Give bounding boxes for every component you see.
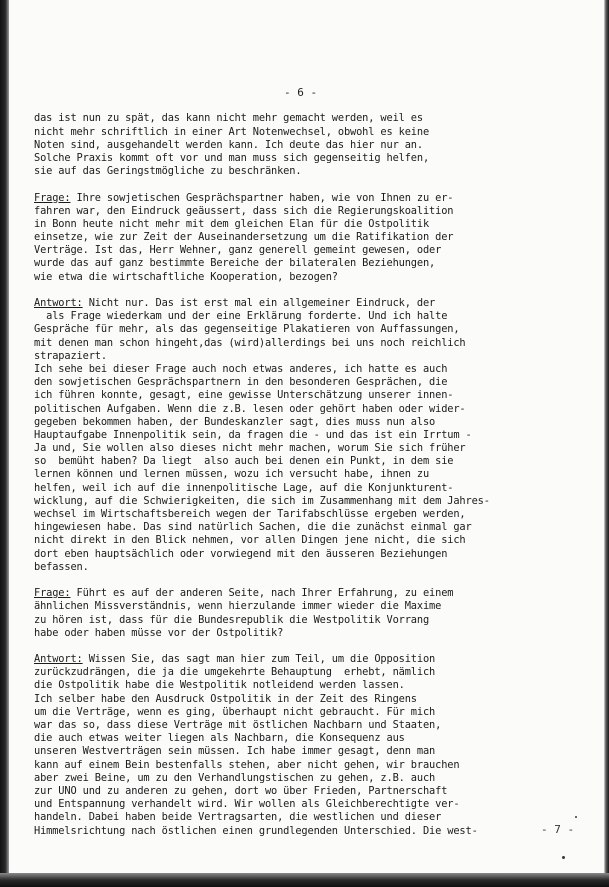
text-line: unseren Westverträgen sein müssen. Ich habe immer gesagt, denn man <box>34 745 436 758</box>
paragraph-first-line: Wissen Sie, das sagt man hier zum Teil, um die Opposition <box>82 653 436 666</box>
paragraph-gap <box>34 178 574 191</box>
paragraph-first-line: Führt es auf der anderen Seite, nach Ihrer Erfahrung, zu einem <box>70 587 454 600</box>
speaker-line <box>34 192 574 205</box>
text-line: mit denen man schon hingeht,das (wird)allerdings bei uns noch reichlich <box>34 336 466 349</box>
speaker-line <box>34 653 574 666</box>
document-body <box>34 86 574 838</box>
speaker-label: Antwort: <box>34 297 83 309</box>
text-line: um die Verträge, wenn es ging, überhaupt nicht gebraucht. Für mich <box>34 705 436 718</box>
paragraph-first-line: Nicht nur. Das ist erst mal ein allgemeiner Eindruck, der <box>82 297 436 309</box>
scan-edge-left <box>0 0 9 887</box>
text-line: gegeben bekommen haben, der Bundeskanzler sagt, dies muss nun also <box>34 415 436 428</box>
text-line: Ich selber habe den Ausdruck Ostpolitik in der Zeit des Ringens <box>34 692 417 705</box>
paragraph-gap <box>34 574 574 587</box>
text-line: war das so, dass diese Verträge mit östlichen Nachbarn und Staaten, <box>34 719 442 731</box>
text-line: und Entspannung verhandelt wird. Wir wollen als Gleichberechtigte ver- <box>34 798 460 811</box>
text-line: einsetze, wie zur Zeit der Auseinandersetzung um die Ratifikation der <box>34 231 454 244</box>
text-line: zur UNO und zu anderen zu gehen, dort wo über Frieden, Partnerschaft <box>34 784 448 797</box>
text-line: Himmelsrichtung nach östlichen einen grundlegenden Unterschied. Die west- <box>34 824 478 837</box>
text-line: politischen Aufgaben. Wenn die z.B. lesen oder gehört haben oder wider- <box>34 402 466 415</box>
text-line: Gespräche für mehr, als das gegenseitige Plakatieren von Auffassungen, <box>34 323 460 336</box>
text-line: wurde das auf ganz bestimmte Bereiche der bilateralen Beziehungen, <box>34 257 436 270</box>
text-line: Ich sehe bei dieser Frage auch noch etwas anderes, ich hatte es auch <box>34 362 448 375</box>
next-page-reference: - 7 - <box>541 823 575 836</box>
page-number: - 6 - <box>284 86 318 99</box>
text-line: ich führen konnte, gesagt, eine gewisse Unterschätzung unserer innen- <box>34 389 454 402</box>
paragraph-gap <box>34 640 574 653</box>
speaker-line <box>34 297 574 310</box>
speaker-label: Antwort: <box>34 653 83 666</box>
text-line: wicklung, auf die Schwierigkeiten, die sich im Zusammenhang mit dem Jahres- <box>34 494 490 507</box>
text-line: Ja und, Sie wollen also dieses nicht mehr machen, worum Sie sich früher <box>34 442 466 455</box>
text-line: dort eben hauptsächlich oder vorwiegend mit den äusseren Beziehungen <box>34 547 448 560</box>
text-line: als Frage wiederkam und der eine Erklärung forderte. Und ich halte <box>34 310 448 323</box>
speaker-label: Frage: <box>34 191 71 204</box>
text-line: befassen. <box>34 560 89 573</box>
text-line: wie etwa die wirtschaftliche Kooperation, bezogen? <box>34 270 338 283</box>
text-line: zu hören ist, dass für die Bundesrepublik die Westpolitik Vorrang <box>34 613 430 626</box>
text-line: Solche Praxis kommt oft vor und man muss sich gegenseitig helfen, <box>34 151 430 164</box>
text-line: strapaziert. <box>34 349 107 362</box>
text-line: die Ostpolitik habe die Westpolitik notleidend werden lassen. <box>34 679 405 692</box>
paragraph-first-line: Ihre sowjetischen Gesprächspartner haben, wie von Ihnen zu er- <box>70 191 454 204</box>
text-line: aber zwei Beine, um zu den Verhandlungstischen zu gehen, z.B. auch <box>34 771 436 784</box>
text-line: in Bonn heute nicht mehr mit dem gleichen Elan für die Ostpolitik <box>34 217 430 230</box>
text-line: sie auf das Geringstmögliche zu beschränken. <box>34 165 302 178</box>
text-line: wechsel im Wirtschaftsbereich wegen der Tarifabschlüsse ergeben werden, <box>34 508 466 520</box>
text-line: ähnlichen Missverständnis, wenn hierzulande immer wieder die Maxime <box>34 600 442 613</box>
text-line: habe oder haben müsse vor der Ostpolitik? <box>34 626 284 639</box>
text-line: helfen, weil ich auf die innenpolitische Lage, auf die Konjunkturent- <box>34 481 454 494</box>
paragraph-gap <box>34 284 574 297</box>
text-line: das ist nun zu spät, das kann nicht mehr gemacht werden, weil es <box>34 112 423 125</box>
text-line: so bemüht haben? Da liegt also auch bei denen ein Punkt, in dem sie <box>34 455 454 468</box>
text-line: nicht direkt in den Blick nehmen, vor allen Dingen jene nicht, die sich <box>34 534 466 547</box>
text-line: den sowjetischen Gesprächspartnern in den besonderen Gesprächen, die <box>34 376 448 389</box>
text-line: nicht mehr schriftlich in einer Art Notenwechsel, obwohl es keine <box>34 125 430 138</box>
scan-edge-bottom <box>0 873 609 887</box>
speaker-label: Frage: <box>34 587 71 600</box>
text-line: lernen können und lernen müssen, wozu ich versucht habe, ihnen zu <box>34 468 430 481</box>
text-line: handeln. Dabei haben beide Vertragsarten, die westlichen und dieser <box>34 811 442 824</box>
scan-speck <box>575 816 577 818</box>
text-line: zurückzudrängen, die ja die umgekehrte Behauptung erhebt, nämlich <box>34 666 436 679</box>
scan-speck <box>562 856 565 859</box>
text-line: Noten sind, ausgehandelt werden kann. Ich deute das hier nur an. <box>34 138 423 151</box>
text-line: die auch etwas weiter liegen als Nachbarn, die Konsequenz aus <box>34 732 405 745</box>
text-line: Hauptaufgabe Innenpolitik sein, da fragen die - und das ist ein Irrtum - <box>34 428 472 441</box>
text-line: kann auf einem Bein bestenfalls stehen, aber nicht gehen, wir brauchen <box>34 758 460 771</box>
scan-edge-right <box>604 0 609 887</box>
text-line: fahren war, den Eindruck geäussert, dass sich die Regierungskoalition <box>34 204 454 217</box>
speaker-line <box>34 587 574 600</box>
text-line: Verträge. Ist das, Herr Wehner, ganz generell gemeint gewesen, oder <box>34 244 442 257</box>
text-line: hingewiesen habe. Das sind natürlich Sachen, die die zunächst einmal gar <box>34 521 472 534</box>
